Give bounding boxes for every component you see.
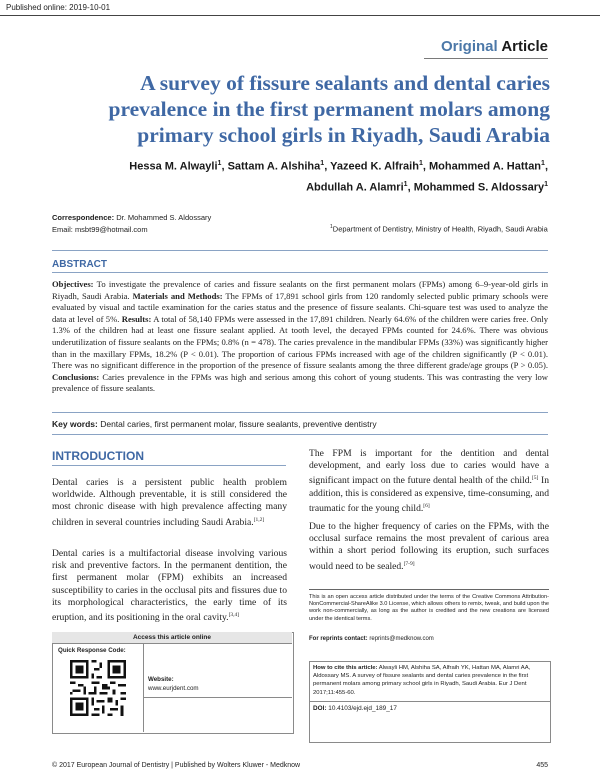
- intro-paragraph-1: [52, 477, 287, 529]
- correspondence-block: [52, 212, 211, 236]
- methods-text: The FPMs of 17,891 school girls from 120 randomly selected public primary schools were evaluated by visual and tactile examination for the caries status and the presence of fissure sealants. Chi-square test was used to analyze the data at level of 5%.: [52, 290, 549, 324]
- author-name: Hessa M. Alwayli: [129, 160, 218, 173]
- abstract-heading: ABSTRACT: [52, 259, 107, 270]
- cite-text: Alwayli HM, Alshiha SA, Alfraih YK, Hattan MA, Alamri AA, Aldossary MS. A survey of fissure sealants and dental caries prevalence in the first permanent molars among primary school girls in Riyadh, Saudi Arabia. Eur J Dent 2017;11:455-60.: [313, 665, 531, 696]
- author-line-1: Hessa M. Alwayli$^1$, Sattam A. Alshiha$^1$, Yazeed K. Alfraih$^1$, Mohammed A. Hattan$^1$,: [129, 160, 548, 173]
- website-label: Website:: [148, 676, 174, 683]
- author-name: Yazeed K. Alfraih: [330, 160, 419, 173]
- cite-label: How to cite this article:: [313, 665, 378, 671]
- author-affil-sup: 1: [544, 180, 548, 188]
- paragraph-text: The FPM is important for the dentition and dental development, and early loss due to caries would have a significant impact on the future dental health of the child.: [309, 448, 549, 487]
- keywords-text: Dental caries, first permanent molar, fissure sealants, preventive dentistry: [100, 419, 377, 429]
- doi-link[interactable]: 10.4103/ejd.ejd_189_17: [328, 705, 397, 712]
- citation-ref[interactable]: [7-9]: [403, 560, 415, 567]
- citation-ref[interactable]: [3,4]: [228, 612, 240, 619]
- access-box-divider: [143, 697, 292, 698]
- author-affil-sup: 1: [541, 160, 545, 167]
- footer-copyright: © 2017 European Journal of Dentistry | Published by Wolters Kluwer - Medknow: [52, 762, 301, 769]
- intro-paragraph-4: [309, 521, 549, 573]
- affiliation-sup: 1: [330, 224, 333, 230]
- abstract-text: [52, 279, 548, 395]
- qr-code-icon[interactable]: [70, 660, 126, 716]
- reprints-contact: [309, 636, 434, 642]
- keywords-label: Key words:: [52, 419, 98, 429]
- author-name: Mohammed S. Aldossary: [413, 181, 545, 194]
- citation-ref[interactable]: [1,2]: [253, 516, 265, 523]
- access-online-heading: Access this article online: [52, 632, 292, 644]
- citation-ref[interactable]: [6]: [423, 503, 430, 509]
- correspondence-label: Correspondence:: [52, 213, 115, 222]
- paragraph-text: Dental caries is a multifactorial disease involving various risk and preventive factors. In the permanent dentition, the first permanent molar (FPM) exhibits an increased susceptibility to caries in the occlusal pits and fissures due to its morphological characteristics, the early time of its eruption, and its positioning in the oral cavity.: [52, 548, 287, 624]
- correspondence-email[interactable]: msbt99@hotmail.com: [74, 225, 148, 234]
- author-name: Abdullah A. Alamri: [306, 181, 404, 194]
- paragraph-text: In addition, this is considered as expensive, time-consuming, and traumatic for the young child.: [309, 475, 549, 515]
- conclusions-label: Conclusions:: [52, 371, 100, 382]
- access-box-divider: [143, 644, 144, 732]
- paragraph-text: Due to the higher frequency of caries on the FPMs, with the occlusal surface remains the most prevalent of carious area within a short period following its eruption, such surfaces would need to be sealed.: [309, 521, 549, 572]
- results-text: A total of 58,140 FPMs were assessed in the 17,891 children. Nearly 64.6% of the children were caries free. Only 1.3% of the children had at least one fissure sealant applied. At tooth level, the decayed FPMs counted for 24.6%. There was obvious underutilization of fissure sealants on the FPMs; 0.8% (n = 478). The caries prevalence in the mandibular FPMs (33%) was significantly higher than in the maxillary FPMs, 18.2% (P < 0.01). The proportion of carious FPMs increased with age of the children significantly (P < 0.01). There was no significant difference in the proportion of the presence of fissure sealants among the three different grade/age groups (P > 0.05).: [52, 313, 548, 371]
- intro-paragraph-2: [52, 548, 287, 624]
- how-to-cite: [313, 664, 546, 697]
- article-type-underline: [424, 58, 548, 59]
- author-affil-sup: 1: [403, 180, 408, 188]
- reprints-email[interactable]: reprints@medknow.com: [369, 636, 434, 642]
- email-label: Email:: [52, 225, 73, 234]
- doi-label: DOI:: [313, 705, 327, 712]
- article-type-label: [441, 38, 548, 55]
- author-affil-sup: 1: [320, 160, 325, 167]
- abstract-heading-rule: [52, 272, 548, 273]
- author-name: Sattam A. Alshiha: [227, 160, 321, 173]
- objectives-text: To investigate the prevalence of caries and fissure sealants on the first permanent molars (FPMs) among 6–9-year-old girls in Riyadh, Saudi Arabia.: [52, 279, 548, 301]
- article-type-word1: Original: [441, 38, 498, 55]
- paragraph-text: Dental caries is a persistent public health problem worldwide. Although preventable, it is still considered the most chronic disease with high prevalence affecting many children in several countries including Saudi Arabia.: [52, 477, 287, 528]
- published-online-date: Published online: 2019-10-01: [6, 3, 111, 12]
- citation-ref[interactable]: [5]: [531, 475, 539, 482]
- affiliation-text: Department of Dentistry, Ministry of Health, Riyadh, Saudi Arabia: [332, 224, 548, 234]
- keywords: [52, 419, 377, 429]
- affiliation: [330, 224, 548, 234]
- intro-paragraph-3: [309, 448, 549, 515]
- reprints-label: For reprints contact:: [309, 636, 368, 642]
- top-divider: [0, 15, 600, 16]
- keywords-top-rule: [52, 412, 548, 413]
- objectives-label: Objectives:: [52, 279, 94, 289]
- website-block: [148, 676, 199, 693]
- paper-title: A survey of fissure sealants and dental caries prevalence in the first permanent molars among primary school girls in Riyadh, Saudi Arabia: [108, 71, 550, 147]
- results-label: Results:: [121, 313, 152, 324]
- page-number: 455: [536, 762, 548, 769]
- open-access-rule: [309, 589, 549, 590]
- author-affil-sup: 1: [217, 160, 222, 167]
- qr-code-label: Quick Response Code:: [58, 647, 126, 654]
- introduction-heading: INTRODUCTION: [52, 449, 144, 463]
- author-name: Mohammed A. Hattan: [428, 160, 542, 173]
- abstract-top-rule: [52, 250, 548, 251]
- methods-label: Materials and Methods:: [132, 290, 223, 301]
- author-line-2: Abdullah A. Alamri$^1$, Mohammed S. Aldossary$^1$: [306, 180, 548, 194]
- correspondence-name: Dr. Mohammed S. Aldossary: [116, 213, 212, 222]
- introduction-rule: [52, 465, 286, 466]
- author-list: [60, 155, 548, 196]
- website-link[interactable]: www.eurjdent.com: [148, 684, 199, 692]
- conclusions-text: Caries prevalence in the FPMs was high and serious among this cohort of young students. This was contrasting the very low prevalence of fissure sealants.: [52, 371, 549, 394]
- article-type-word2: Article: [501, 38, 548, 55]
- keywords-bottom-rule: [52, 434, 548, 435]
- author-affil-sup: 1: [418, 160, 423, 167]
- doi-line: [313, 705, 397, 712]
- open-access-notice: This is an open access article distributed under the terms of the Creative Commons Attribution-NonCommercial-ShareAlike 3.0 License, which allows others to remix, tweak, and build upon the work non-commercially, as long as the author is credited and the new creations are licensed under the identical terms.: [309, 594, 549, 622]
- cite-divider: [309, 701, 550, 702]
